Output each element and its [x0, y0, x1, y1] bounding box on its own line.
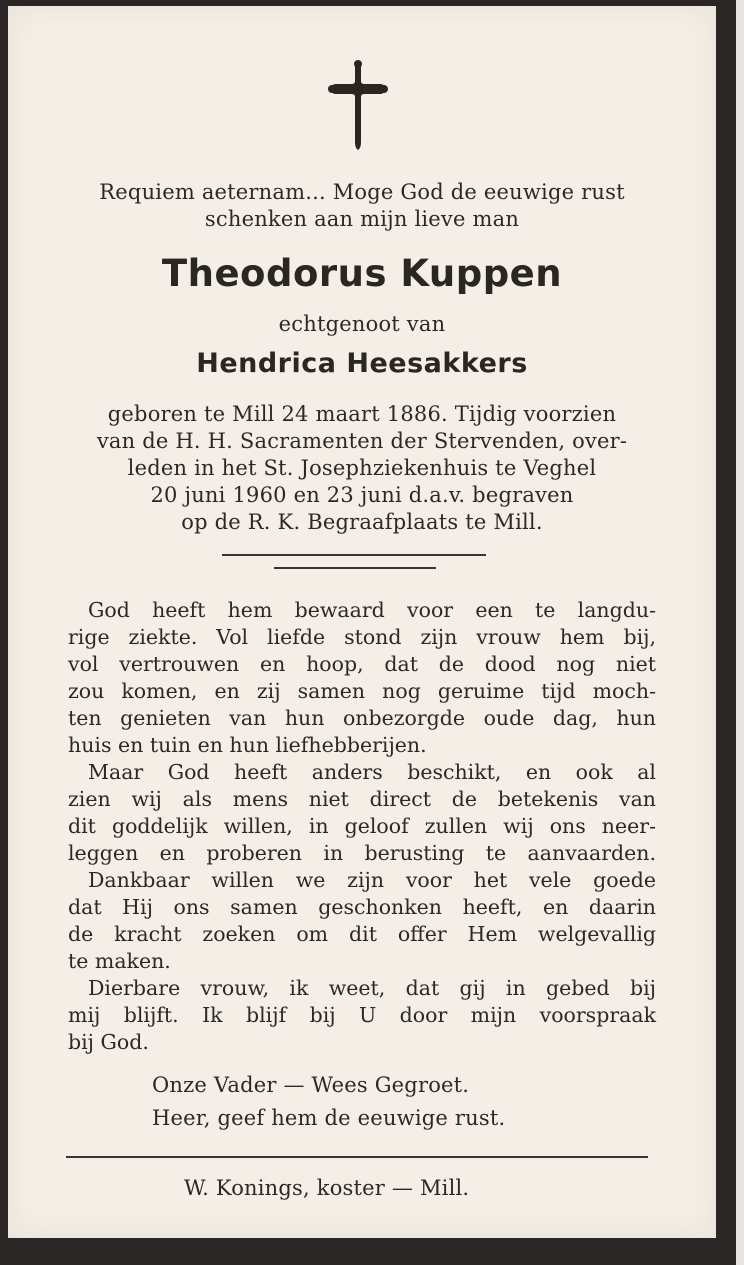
- bio-line-1: geboren te Mill 24 maart 1886. Tijdig voorzien: [107, 402, 617, 426]
- text-line: vol vertrouwen en hoop, dat de dood nog niet: [68, 652, 656, 676]
- text-line: huis en tuin en hun liefhebberijen.: [68, 733, 427, 757]
- text-line: Dierbare vrouw, ik weet, dat gij in gebed bij: [88, 976, 656, 1000]
- prayer-line-2: Heer, geef hem de eeuwige rust.: [152, 1106, 506, 1130]
- bio-line-5: op de R. K. Begraafplaats te Mill.: [181, 510, 543, 534]
- bio-line-3: leden in het St. Josephziekenhuis te Veghel: [127, 456, 597, 480]
- text-line: dit goddelijk willen, in geloof zullen wij ons neer-: [68, 814, 656, 838]
- divider-short: [274, 567, 436, 569]
- footer-divider: [66, 1156, 648, 1158]
- text-line: de kracht zoeken om dit offer Hem welgevallig: [68, 922, 656, 946]
- divider-long: [222, 554, 486, 556]
- text-line: rige ziekte. Vol liefde stond zijn vrouw hem bij,: [68, 625, 656, 649]
- text-line: Maar God heeft anders beschikt, en ook al: [88, 760, 656, 784]
- text-line: mij blijft. Ik blijf bij U door mijn voorspraak: [68, 1003, 656, 1027]
- text-line: zou komen, en zij samen nog geruime tijd moch-: [68, 679, 656, 703]
- spouse-name: Hendrica Heesakkers: [196, 348, 528, 379]
- invocation-line-2: schenken aan mijn lieve man: [204, 207, 520, 231]
- text-line: leggen en proberen in berusting te aanvaarden.: [68, 841, 656, 865]
- cross-icon: [328, 60, 388, 152]
- text-line: Dankbaar willen we zijn voor het vele goede: [88, 868, 656, 892]
- text-line: dat Hij ons samen geschonken heeft, en daarin: [68, 895, 656, 919]
- card-paper: [8, 6, 716, 1238]
- prayer-line-1: Onze Vader — Wees Gegroet.: [152, 1073, 470, 1097]
- invocation-line-1: Requiem aeternam... Moge God de eeuwige rust: [99, 180, 625, 204]
- text-line: te maken.: [68, 949, 171, 973]
- text-line: zien wij als mens niet direct de betekenis van: [68, 787, 656, 811]
- relation-label: echtgenoot van: [278, 312, 446, 336]
- printer-credit: W. Konings, koster — Mill.: [184, 1176, 470, 1200]
- bio-line-2: van de H. H. Sacramenten der Stervenden, over-: [96, 429, 628, 453]
- background-edge: [736, 0, 744, 1265]
- text-line: bij God.: [68, 1030, 149, 1054]
- text-line: God heeft hem bewaard voor een te langdu-: [88, 598, 656, 622]
- text-line: ten genieten van hun onbezorgde oude dag, hun: [68, 706, 656, 730]
- deceased-name: Theodorus Kuppen: [161, 252, 563, 295]
- bio-line-4: 20 juni 1960 en 23 juni d.a.v. begraven: [150, 483, 574, 507]
